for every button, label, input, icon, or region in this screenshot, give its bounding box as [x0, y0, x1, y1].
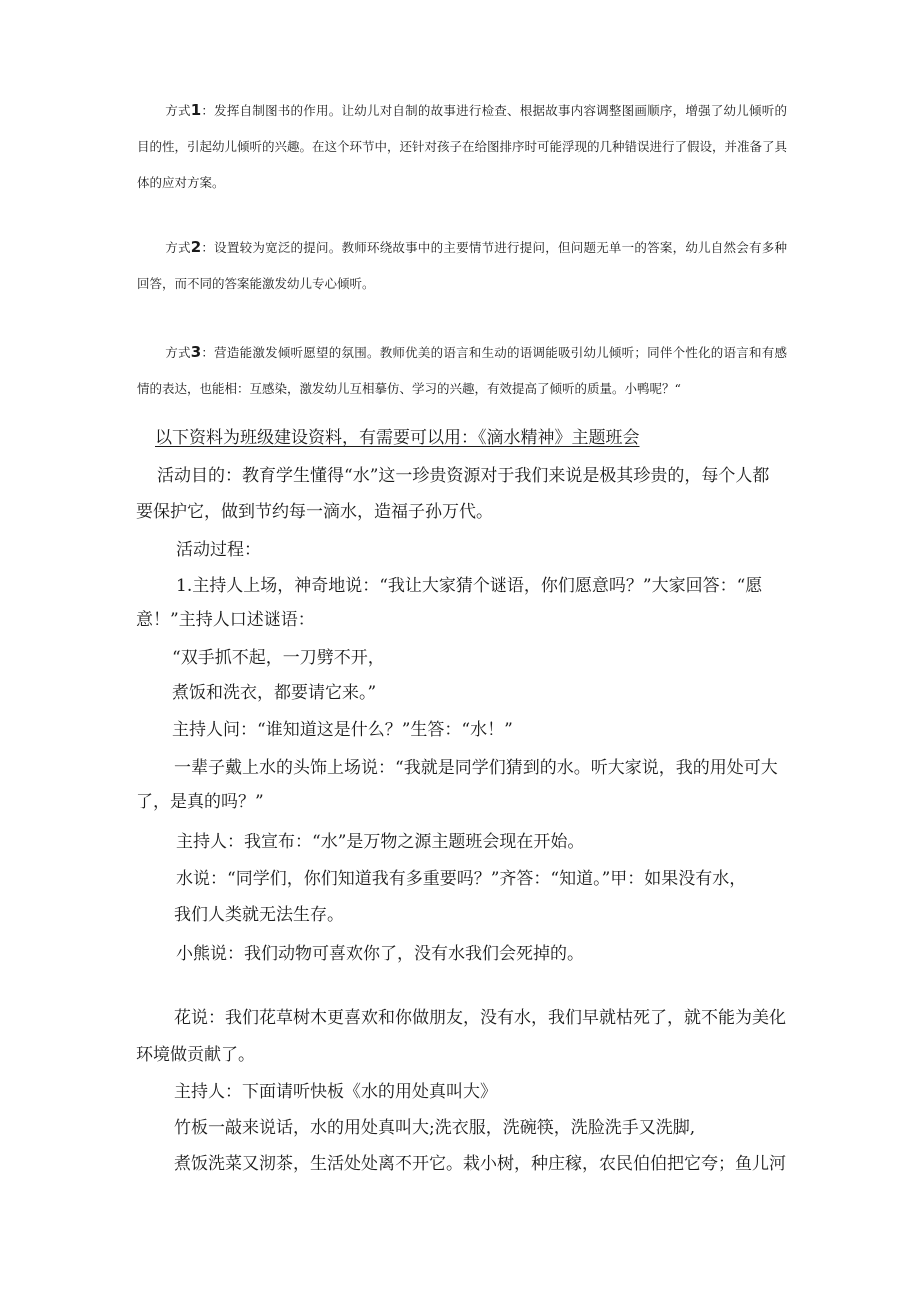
method-3-text: 营造能激发倾听愿望的氛围。教师优美的语言和生动的语调能吸引幼儿倾听；同伴个性化的语言和有感情的表达，也能相：互感染，激发幼儿互相摹仿、学习的兴趣，有效提高了倾听的质量。小鸭呢？“ — [137, 345, 787, 396]
method-2-text: 设置较为宽泛的提问。教师环绕故事中的主要情节进行提问，但问题无单一的答案，幼儿自然会有多种回答，而不同的答案能激发幼儿专心倾听。 — [137, 240, 787, 291]
method-1-colon: ： — [201, 103, 215, 118]
text-line: 活动过程： — [176, 540, 261, 560]
text-line: 花说：我们花草树木更喜欢和你做朋友，没有水，我们早就枯死了，就不能为美化 — [174, 1008, 786, 1028]
text-line: 活动目的：教育学生懂得“水”这一珍贵资源对于我们来说是极其珍贵的，每个人都 — [157, 466, 770, 486]
text-line: 一辈子戴上水的头饰上场说：“我就是同学们猜到的水。听大家说，我的用处可大 — [174, 758, 778, 778]
text-line: 主持人：下面请听快板《水的用处真叫大》 — [174, 1082, 497, 1102]
method-3-colon: ： — [201, 345, 215, 360]
text-line: 了，是真的吗？” — [136, 792, 264, 812]
text-line: 意！”主持人口述谜语： — [136, 610, 315, 630]
text-line: 1.主持人上场，神奇地说：“我让大家猜个谜语，你们愿意吗？”大家回答：“愿 — [176, 576, 763, 596]
text-line: 煮饭洗菜又沏茶，生活处处离不开它。栽小树，种庄稼，农民伯伯把它夸；鱼儿河 — [174, 1154, 786, 1174]
text-line: 要保护它，做到节约每一滴水，造福子孙万代。 — [136, 502, 493, 522]
text-line: 主持人问：“谁知道这是什么？”生答：“水！” — [172, 720, 513, 740]
text-line: 小熊说：我们动物可喜欢你了，没有水我们会死掉的。 — [176, 944, 584, 964]
method-1-label: 方式 — [165, 103, 191, 118]
text-line: 环境做贡献了。 — [136, 1045, 255, 1065]
method-3-paragraph — [137, 334, 787, 407]
section-heading: 以下资料为班级建设资料，有需要可以用：《滴水精神》主题班会 — [155, 428, 640, 448]
text-line: “双手抓不起，一刀劈不开， — [172, 648, 385, 668]
method-1-number: 1 — [190, 101, 202, 119]
text-line: 煮饭和洗衣，都要请它来。” — [172, 683, 377, 703]
text-line: 主持人：我宣布：“水”是万物之源主题班会现在开始。 — [176, 832, 585, 852]
method-1-paragraph — [137, 92, 787, 201]
method-3-label: 方式 — [165, 345, 191, 360]
method-2-label: 方式 — [165, 240, 191, 255]
method-2-paragraph — [137, 229, 787, 302]
method-2-colon: ： — [201, 240, 215, 255]
text-line: 水说：“同学们，你们知道我有多重要吗？”齐答：“知道。”甲：如果没有水， — [176, 869, 747, 889]
text-line: 竹板一敲来说话，水的用处真叫大;洗衣服，洗碗筷，洗脸洗手又洗脚, — [174, 1118, 696, 1138]
text-line: 我们人类就无法生存。 — [174, 905, 344, 925]
method-2-number: 2 — [190, 238, 202, 256]
method-3-number: 3 — [190, 343, 202, 361]
method-1-text: 发挥自制图书的作用。让幼儿对自制的故事进行检查、根据故事内容调整图画顺序，增强了幼儿倾听的目的性，引起幼儿倾听的兴趣。在这个环节中，还针对孩子在给图排序时可能浮现的几种错误进行了假设，并准备了具体的应对方案。 — [137, 103, 788, 190]
